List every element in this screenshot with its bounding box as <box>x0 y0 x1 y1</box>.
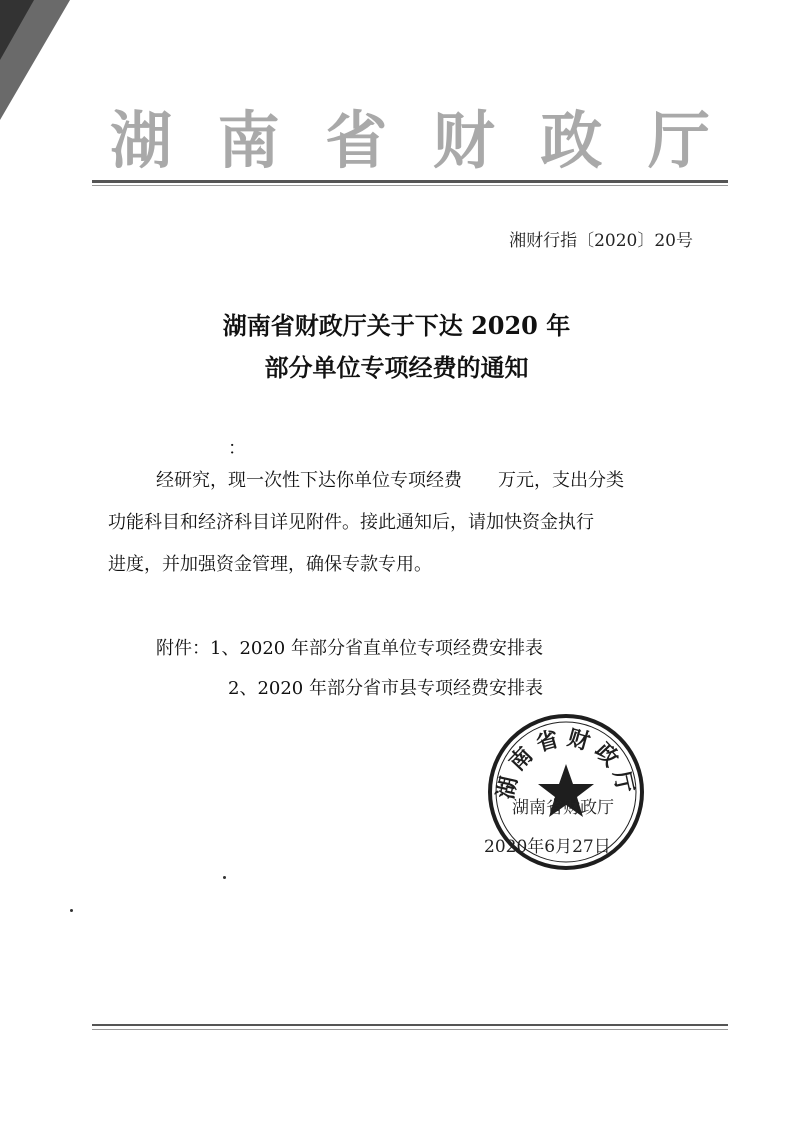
salutation: ： <box>228 438 246 459</box>
attachment-prefix: 附件： <box>156 638 210 659</box>
scan-corner-fold <box>0 0 34 60</box>
seal-text: 湖南省财政厅 <box>493 725 639 802</box>
document-title-line2: 部分单位专项经费的通知 <box>264 353 529 382</box>
attachment-item-1: 1、2020 年部分省直单位专项经费安排表 <box>210 638 543 659</box>
letterhead-char: 湖 <box>110 103 173 177</box>
letterhead-char: 南 <box>217 103 280 177</box>
scan-speck <box>223 876 226 879</box>
letterhead-char: 省 <box>325 103 388 177</box>
letterhead-char: 厅 <box>647 103 710 177</box>
scan-speck <box>70 909 73 912</box>
footer-rule-thin <box>92 1029 728 1030</box>
document-title-line1: 湖南省财政厅关于下达 2020 年 <box>222 311 571 340</box>
body-line-2: 功能科目和经济科目详见附件。接此通知后，请加快资金执行 <box>108 512 594 533</box>
letterhead-char: 财 <box>432 103 495 177</box>
signer: 湖南省财政厅 <box>512 798 614 818</box>
footer-rule <box>92 1024 728 1026</box>
letterhead-char: 政 <box>540 103 603 177</box>
attachment-item-2: 2、2020 年部分省市县专项经费安排表 <box>228 678 543 699</box>
letterhead-title <box>110 85 710 185</box>
issue-date: 2020年6月27日 <box>484 837 611 857</box>
document-number: 湘财行指〔2020〕20号 <box>509 231 693 251</box>
body-line-3: 进度，并加强资金管理，确保专款专用。 <box>108 554 432 575</box>
letterhead-rule <box>92 180 728 183</box>
letterhead-rule-thin <box>92 185 728 186</box>
body-line-1: 经研究，现一次性下达你单位专项经费 万元，支出分类 <box>156 470 624 491</box>
